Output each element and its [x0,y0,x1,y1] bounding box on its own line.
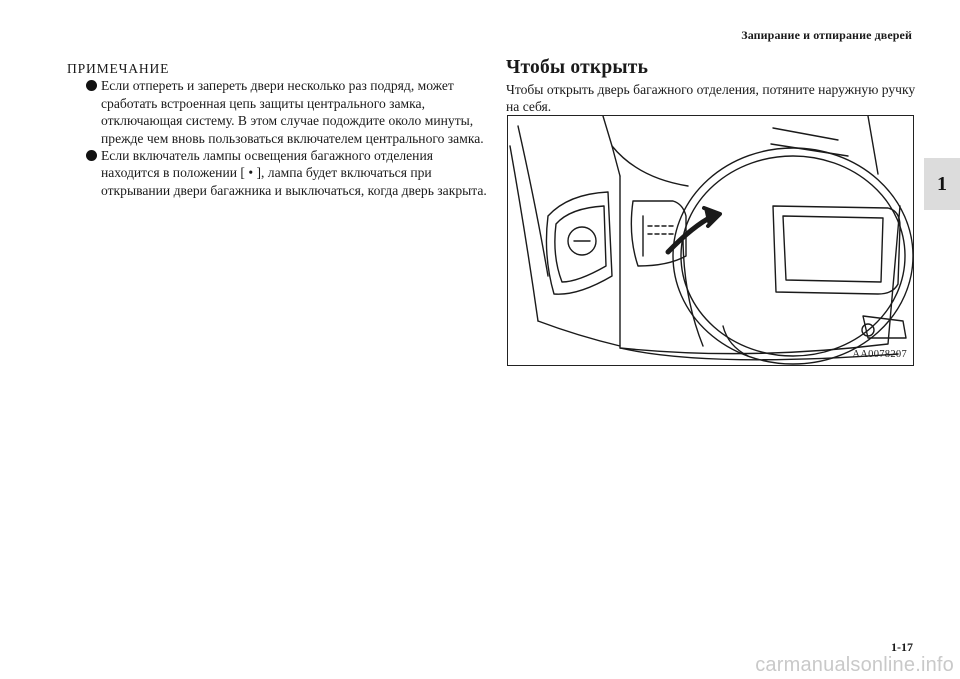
note-title: ПРИМЕЧАНИЕ [67,61,170,76]
tailgate-drawing [508,116,913,365]
note-item-text: Если отпереть и запереть двери несколько раз подряд, может сработать встроенная цепь защиты центрального замка, отключающая систему. В этом случае подождите около минуты, прежде чем вновь пользоваться включателем центрального замка. [101,78,484,146]
note-item [67,77,487,147]
tailgate-illustration [507,115,914,366]
section-title: Чтобы открыть [506,57,649,78]
note-item [67,147,487,199]
section-text: Чтобы открыть дверь багажного отделения, потяните наружную ручку на себя. [506,82,916,115]
chapter-tab: 1 [924,158,960,210]
watermark: carmanualsonline.info [755,654,954,676]
bullet-icon [86,150,97,161]
page-number: 1-17 [891,640,913,654]
note-block [67,60,487,199]
bullet-icon [86,80,97,91]
page-header: Запирание и отпирание дверей [741,28,912,42]
figure-code: AA0078207 [852,349,907,360]
note-item-text: Если включатель лампы освещения багажного отделения находится в положении [ • ], лампа будет включаться при открывании двери багажника и выключаться, когда дверь закрыта. [101,148,487,198]
